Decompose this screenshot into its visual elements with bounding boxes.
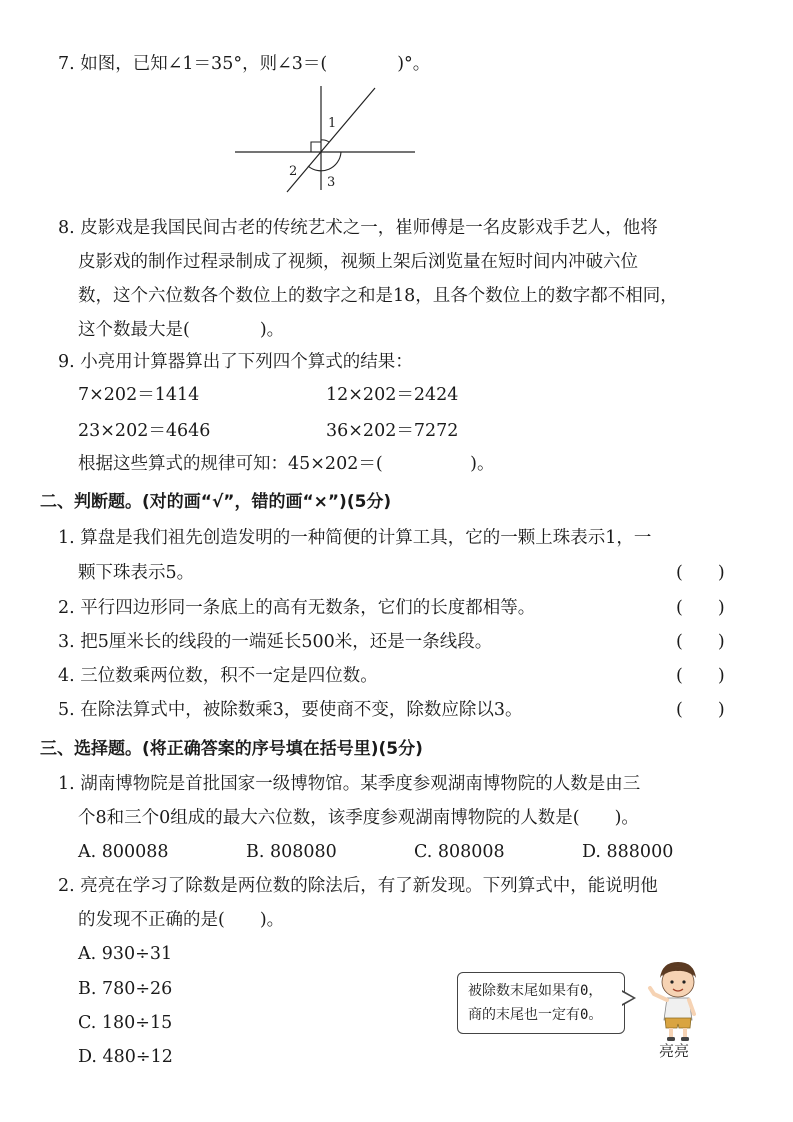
boy-character-illustration xyxy=(640,958,716,1042)
right-angle-mark xyxy=(311,142,321,152)
s2-item1-line1: 1. 算盘是我们祖先创造发明的一种简便的计算工具，它的一颗上珠表示1，一 xyxy=(58,528,652,548)
q9-line1: 9. 小亮用计算器算出了下列四个算式的结果： xyxy=(58,352,413,372)
q7-text: 7. 如图，已知∠1＝35°，则∠3＝( )°。 xyxy=(58,54,431,74)
q9-line4: 根据这些算式的规律可知：45×202＝( )。 xyxy=(78,454,495,474)
angle-label-1: 1 xyxy=(328,116,337,131)
s2-item5-answer-paren[interactable]: ( ) xyxy=(676,700,725,720)
angle-label-3: 3 xyxy=(327,175,336,190)
s2-item1-answer-paren[interactable]: ( ) xyxy=(676,563,725,583)
s2-item3-line1: 3. 把5厘米长的线段的一端延长500米，还是一条线段。 xyxy=(58,632,493,652)
s3-q2-option-c[interactable]: C. 180÷15 xyxy=(78,1013,173,1033)
bubble-tail-inner xyxy=(622,992,633,1004)
s2-item4-line1: 4. 三位数乘两位数，积不一定是四位数。 xyxy=(58,666,378,686)
q8-line3: 数，这个六位数各个数位上的数字之和是18，且各个数位上的数字都不相同， xyxy=(78,286,678,306)
speech-bubble xyxy=(457,972,625,1034)
s3-q1-option-b[interactable]: B. 808080 xyxy=(246,842,337,862)
q8-line1: 8. 皮影戏是我国民间古老的传统艺术之一，崔师傅是一名皮影戏手艺人，他将 xyxy=(58,218,658,238)
s2-item3-answer-paren[interactable]: ( ) xyxy=(676,632,725,652)
q9-eq2: 12×202＝2424 xyxy=(326,385,459,405)
s3-q1-option-c[interactable]: C. 808008 xyxy=(414,842,505,862)
s2-item2-line1: 2. 平行四边形同一条底上的高有无数条，它们的长度都相等。 xyxy=(58,598,536,618)
q9-eq3: 23×202＝4646 xyxy=(78,421,211,441)
angle-label-2: 2 xyxy=(289,164,298,179)
s3-q2-option-a[interactable]: A. 930÷31 xyxy=(78,944,173,964)
s3-q1-line2: 个8和三个0组成的最大六位数，该季度参观湖南博物院的人数是( )。 xyxy=(78,808,639,828)
s2-item5-line1: 5. 在除法算式中，被除数乘3，要使商不变，除数应除以3。 xyxy=(58,700,523,720)
q8-line2: 皮影戏的制作过程录制成了视频，视频上架后浏览量在短时间内冲破六位 xyxy=(78,252,638,272)
section2-heading: 二、判断题。(对的画“√”，错的画“×”)(5分) xyxy=(40,492,392,512)
s3-q2-line2: 的发现不正确的是( )。 xyxy=(78,910,285,930)
s3-q2-option-d[interactable]: D. 480÷12 xyxy=(78,1047,173,1067)
angle-arc-1 xyxy=(321,140,329,142)
s2-item1-line2: 颗下珠表示5。 xyxy=(78,563,195,583)
q9-eq1: 7×202＝1414 xyxy=(78,385,200,405)
s2-item4-answer-paren[interactable]: ( ) xyxy=(676,666,725,686)
s3-q2-option-b[interactable]: B. 780÷26 xyxy=(78,979,173,999)
q8-line4: 这个数最大是( )。 xyxy=(78,320,285,340)
q9-eq4: 36×202＝7272 xyxy=(326,421,459,441)
s3-q2-line1: 2. 亮亮在学习了除数是两位数的除法后，有了新发现。下列算式中，能说明他 xyxy=(58,876,658,896)
angle-figure xyxy=(225,80,425,195)
bubble-line1: 被除数末尾如果有0， xyxy=(468,983,603,999)
s3-q1-option-d[interactable]: D. 888000 xyxy=(582,842,674,862)
s3-q1-line1: 1. 湖南博物院是首批国家一级博物馆。某季度参观湖南博物院的人数是由三 xyxy=(58,774,641,794)
bubble-line2: 商的末尾也一定有0。 xyxy=(468,1007,603,1023)
s3-q1-option-a[interactable]: A. 800088 xyxy=(78,842,169,862)
character-name-label: 亮亮 xyxy=(659,1042,690,1060)
s2-item2-answer-paren[interactable]: ( ) xyxy=(676,598,725,618)
section3-heading: 三、选择题。(将正确答案的序号填在括号里)(5分) xyxy=(40,739,423,759)
